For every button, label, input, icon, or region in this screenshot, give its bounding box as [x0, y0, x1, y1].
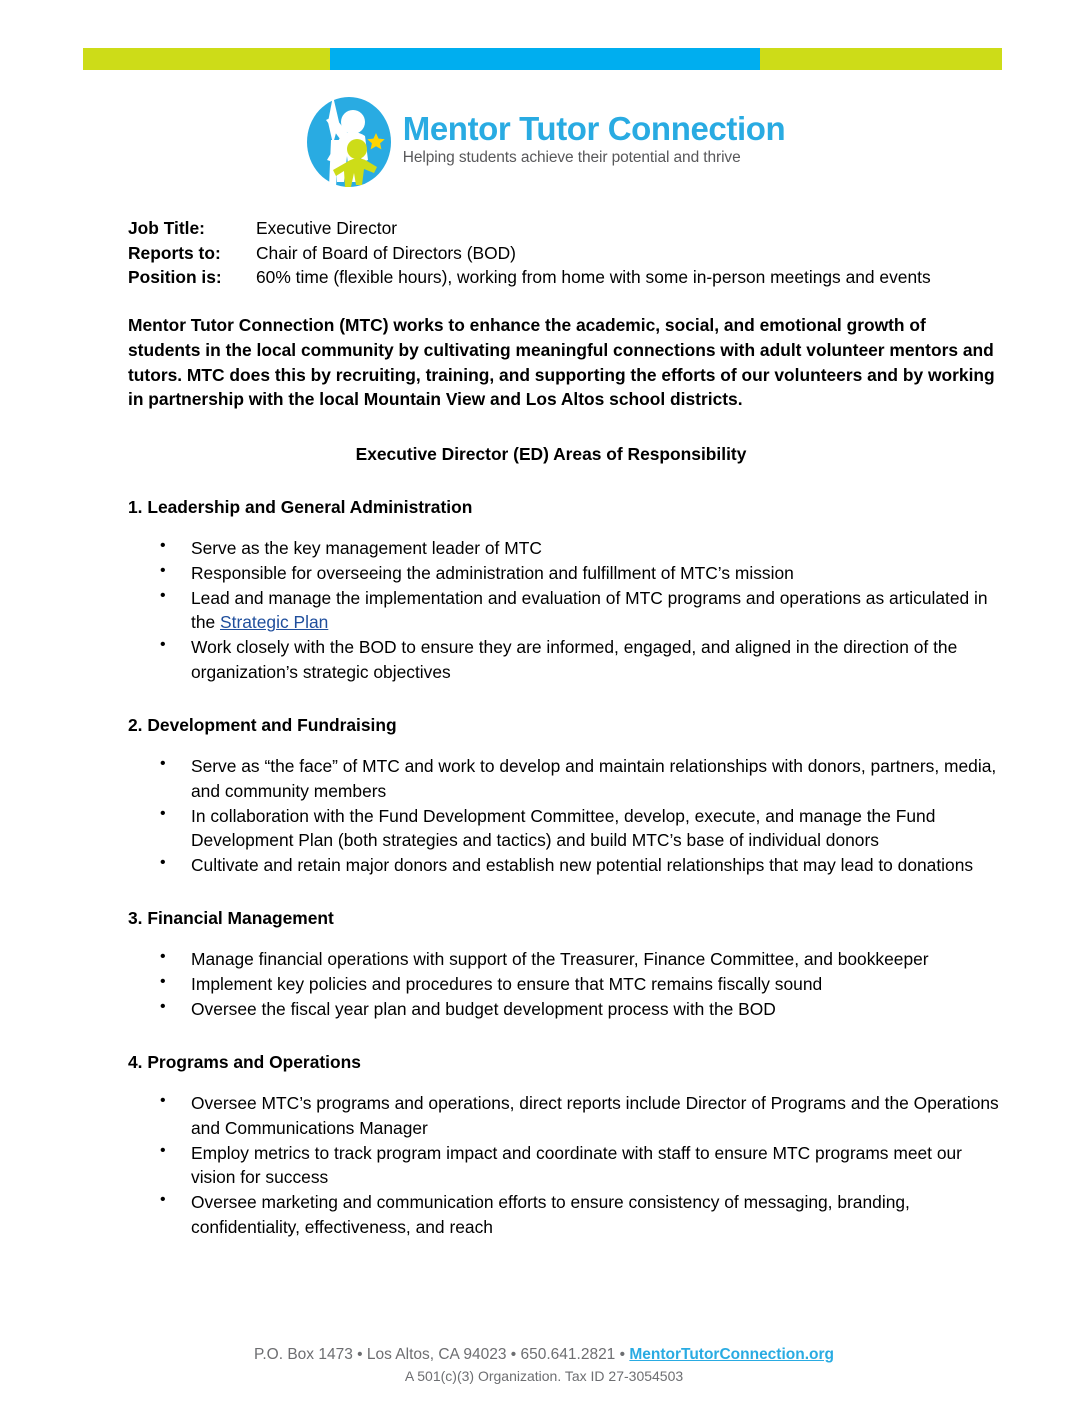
section-bullet-list: [128, 947, 1002, 1021]
list-item-text: Lead and manage the implementation and evaluation of MTC programs and operations as articulated in the: [191, 587, 988, 633]
meta-label: Position is:: [128, 267, 222, 288]
section-development-fundraising: [128, 713, 1002, 878]
list-item: • Serve as the key management leader of MTC: [128, 536, 1002, 561]
section-heading: 2. Development and Fundraising: [128, 714, 397, 735]
list-item: • In collaboration with the Fund Development Committee, develop, execute, and manage the Fund Development Plan (both strategies and tactics) and build MTC’s base of individual donors: [128, 804, 1002, 853]
meta-label: Reports to:: [128, 242, 221, 263]
meta-value: Chair of Board of Directors (BOD): [256, 242, 516, 263]
meta-row-position-is: [128, 265, 1002, 290]
list-item: [128, 586, 1002, 635]
list-item: • Oversee marketing and communication efforts to ensure consistency of messaging, branding, confidentiality, effectiveness, and reach: [128, 1190, 1002, 1239]
logo-tagline: Helping students achieve their potential and thrive: [402, 149, 741, 167]
page-title: Executive Director (ED) Areas of Responsibility: [355, 443, 747, 464]
mission-paragraph: Mentor Tutor Connection (MTC) works to enhance the academic, social, and emotional growth of students in the local community by cultivating meaningful connections with adult volunteer mentors and tutors. MTC does this by recruiting, training, and supporting the efforts of our volunteers and by working in partnership with the local Mountain View and Los Altos school districts.: [128, 315, 995, 410]
list-item: • Implement key policies and procedures to ensure that MTC remains fiscally sound: [128, 972, 1002, 997]
section-financial-management: [128, 906, 1002, 1022]
logo-circle-icon: [303, 92, 395, 188]
header-color-bar: [83, 48, 1002, 70]
website-link[interactable]: MentorTutorConnection.org: [629, 1346, 834, 1363]
list-item: • Manage financial operations with support of the Treasurer, Finance Committee, and bookkeeper: [128, 947, 1002, 972]
organization-logo: [0, 92, 1088, 188]
section-heading: 1. Leadership and General Administration: [128, 496, 473, 517]
section-programs-operations: [128, 1050, 1002, 1240]
logo-wordmark: [403, 112, 785, 167]
section-heading: 3. Financial Management: [128, 907, 334, 928]
meta-row-job-title: [128, 216, 1002, 241]
color-bar-segment-center: [330, 48, 760, 70]
list-item: • Employ metrics to track program impact and coordinate with staff to ensure MTC programs meet our vision for success: [128, 1141, 1002, 1190]
footer-taxid-line: A 501(c)(3) Organization. Tax ID 27-3054503: [404, 1368, 684, 1385]
section-bullet-list: [128, 754, 1002, 878]
meta-value: 60% time (flexible hours), working from home with some in-person meetings and events: [256, 267, 931, 288]
section-leadership: [128, 495, 1002, 685]
logo-title: Mentor Tutor Connection: [402, 110, 786, 148]
list-item: • Oversee MTC’s programs and operations, direct reports include Director of Programs and the Operations and Communications Manager: [128, 1091, 1002, 1140]
job-meta-block: [128, 216, 1002, 290]
meta-row-reports-to: [128, 241, 1002, 266]
document-body: [128, 216, 1002, 1240]
footer-contact-line: [0, 1344, 1088, 1366]
color-bar-segment-right: [760, 48, 1002, 70]
meta-label: Job Title:: [128, 218, 205, 238]
list-item: • Oversee the fiscal year plan and budget development process with the BOD: [128, 997, 1002, 1022]
list-item: • Work closely with the BOD to ensure they are informed, engaged, and aligned in the direction of the organization’s strategic objectives: [128, 635, 1002, 684]
page-footer: [0, 1344, 1088, 1387]
section-bullet-list: [128, 1091, 1002, 1239]
color-bar-segment-left: [83, 48, 330, 70]
list-item: • Cultivate and retain major donors and establish new potential relationships that may lead to donations: [128, 853, 1002, 878]
section-heading: 4. Programs and Operations: [128, 1051, 361, 1072]
section-bullet-list: [128, 536, 1002, 684]
meta-value: Executive Director: [256, 218, 398, 238]
list-item: • Responsible for overseeing the administration and fulfillment of MTC’s mission: [128, 561, 1002, 586]
strategic-plan-link[interactable]: Strategic Plan: [220, 612, 329, 633]
footer-address-text: P.O. Box 1473 • Los Altos, CA 94023 • 650.641.2821 •: [254, 1346, 630, 1363]
list-item: • Serve as “the face” of MTC and work to develop and maintain relationships with donors, partners, media, and community members: [128, 754, 1002, 803]
